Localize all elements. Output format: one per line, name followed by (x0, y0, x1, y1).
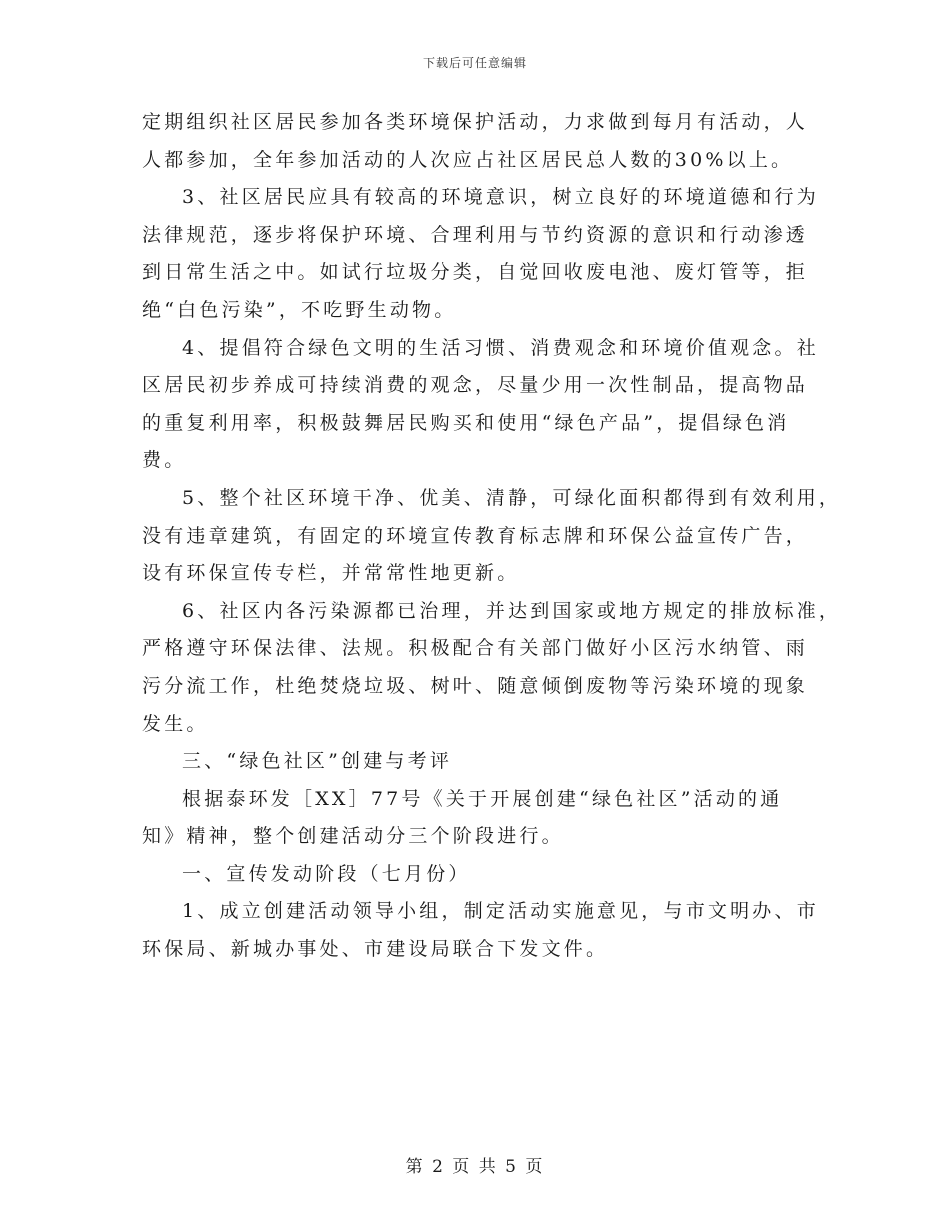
paragraph-start-line: 6、社区内各污染源都已治理，并达到国家或地方规定的排放标准， (182, 599, 842, 622)
text-line: 没有违章建筑，有固定的环境宣传教育标志牌和环保公益宣传广告， (142, 524, 809, 547)
document-body (142, 104, 842, 969)
text-line: 区居民初步养成可持续消费的观念，尽量少用一次性制品，提高物品 (142, 374, 809, 397)
paragraph-start-line: 3、社区居民应具有较高的环境意识，树立良好的环境道德和行为 (182, 186, 819, 209)
text-line: 法律规范，逐步将保护环境、合理利用与节约资源的意识和行动渗透 (142, 223, 809, 246)
paragraph-start-line: 1、成立创建活动领导小组，制定活动实施意见，与市文明办、市 (182, 900, 819, 923)
text-line: 发生。 (142, 712, 209, 735)
text-line: 绝“白色污染”，不吃野生动物。 (142, 298, 457, 321)
text-line: 环保局、新城办事处、市建设局联合下发文件。 (142, 938, 609, 961)
section-heading: 三、“绿色社区”创建与考评 (182, 750, 453, 773)
paragraph-start-line: 根据泰环发［XX］77号《关于开展创建“绿色社区”活动的通 (182, 787, 783, 810)
text-line: 到日常生活之中。如试行垃圾分类，自觉回收废电池、废灯管等，拒 (142, 261, 809, 284)
text-line: 人都参加，全年参加活动的人次应占社区居民总人数的30%以上。 (142, 148, 794, 171)
paragraph-start-line: 5、整个社区环境干净、优美、清静，可绿化面积都得到有效利用， (182, 486, 842, 509)
text-line: 设有环保宣传专栏，并常常性地更新。 (142, 562, 520, 585)
paragraph-start-line: 4、提倡符合绿色文明的生活习惯、消费观念和环境价值观念。社 (182, 336, 819, 359)
text-line: 定期组织社区居民参加各类环境保护活动，力求做到每月有活动，人 (142, 111, 809, 133)
text-line: 严格遵守环保法律、法规。积极配合有关部门做好小区污水纳管、雨 (142, 637, 809, 660)
text-line: 费。 (142, 449, 187, 472)
text-line: 知》精神，整个创建活动分三个阶段进行。 (142, 825, 564, 848)
text-line: 污分流工作，杜绝焚烧垃圾、树叶、随意倾倒废物等污染环境的现象 (142, 674, 809, 697)
subsection-heading: 一、宣传发动阶段（七月份） (182, 862, 471, 885)
page-number: 第 2 页 共 5 页 (405, 1157, 545, 1177)
page-header-note: 下载后可任意编辑 (422, 56, 527, 70)
text-line: 的重复利用率，积极鼓舞居民购买和使用“绿色产品”，提倡绿色消 (142, 411, 790, 434)
